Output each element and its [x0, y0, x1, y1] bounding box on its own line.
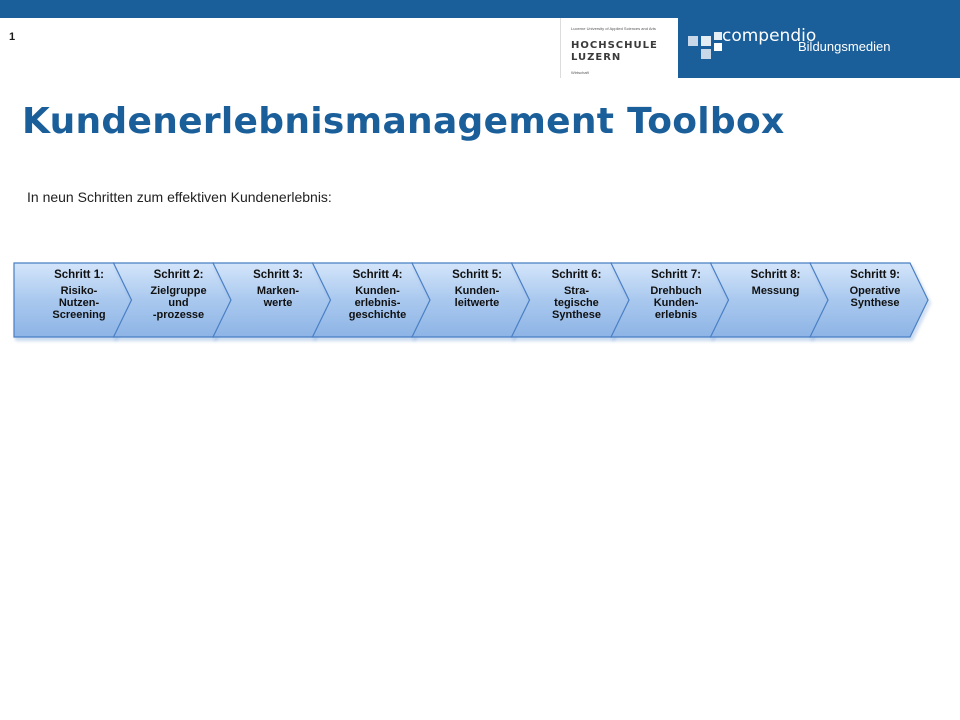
hslu-logo: [560, 18, 679, 78]
process-step-1: [24, 269, 134, 321]
process-step-4: [323, 269, 433, 321]
process-step-8: [721, 269, 831, 297]
compendio-wordmark: compendio: [722, 26, 817, 46]
hslu-logo-department: Wirtschaft: [571, 70, 589, 75]
compendio-subtitle: Bildungsmedien: [798, 39, 891, 54]
process-step-text: Kunden- erlebnis- geschichte: [348, 285, 407, 321]
process-step-text: Stra- tegische Synthese: [552, 285, 601, 321]
process-step-heading: Schritt 1:: [54, 269, 104, 281]
process-step-3: [223, 269, 333, 309]
process-step-heading: Schritt 9:: [850, 269, 900, 281]
process-step-text: Messung: [751, 285, 800, 297]
process-step-heading: Schritt 6:: [551, 269, 602, 281]
process-step-2: [124, 269, 234, 321]
process-step-heading: Schritt 2:: [153, 269, 204, 281]
process-step-6: [522, 269, 632, 321]
process-step-5: [422, 269, 532, 309]
page-title: Kundenerlebnismanagement Toolbox: [22, 101, 785, 142]
process-step-text: Operative Synthese: [849, 285, 901, 309]
process-step-text: Drehbuch Kunden- erlebnis: [650, 285, 702, 321]
page-subtitle: In neun Schritten zum effektiven Kundenerlebnis:: [27, 189, 332, 205]
hslu-logo-small-text: Lucerne University of Applied Sciences and Arts: [571, 26, 656, 31]
process-step-heading: Schritt 3:: [253, 269, 303, 281]
process-step-text: Kunden- leitwerte: [454, 285, 500, 309]
hslu-logo-name: [571, 40, 658, 64]
hslu-logo-name-line1: HOCHSCHULE: [571, 40, 658, 51]
process-step-7: [621, 269, 731, 321]
compendio-logo: [678, 18, 960, 78]
process-step-text: Risiko- Nutzen- Screening: [52, 285, 106, 321]
page-number: 1: [9, 31, 16, 43]
process-step-heading: Schritt 8:: [750, 269, 801, 281]
process-step-heading: Schritt 5:: [452, 269, 502, 281]
process-step-heading: Schritt 7:: [651, 269, 701, 281]
process-step-text: Zielgruppe und -prozesse: [150, 285, 207, 321]
process-step-heading: Schritt 4:: [352, 269, 403, 281]
hslu-logo-name-line2: LUZERN: [571, 52, 622, 63]
process-step-9: [820, 269, 930, 309]
compendio-squares-icon: [688, 32, 722, 66]
process-step-text: Marken- werte: [256, 285, 300, 309]
top-bar: [0, 0, 960, 18]
